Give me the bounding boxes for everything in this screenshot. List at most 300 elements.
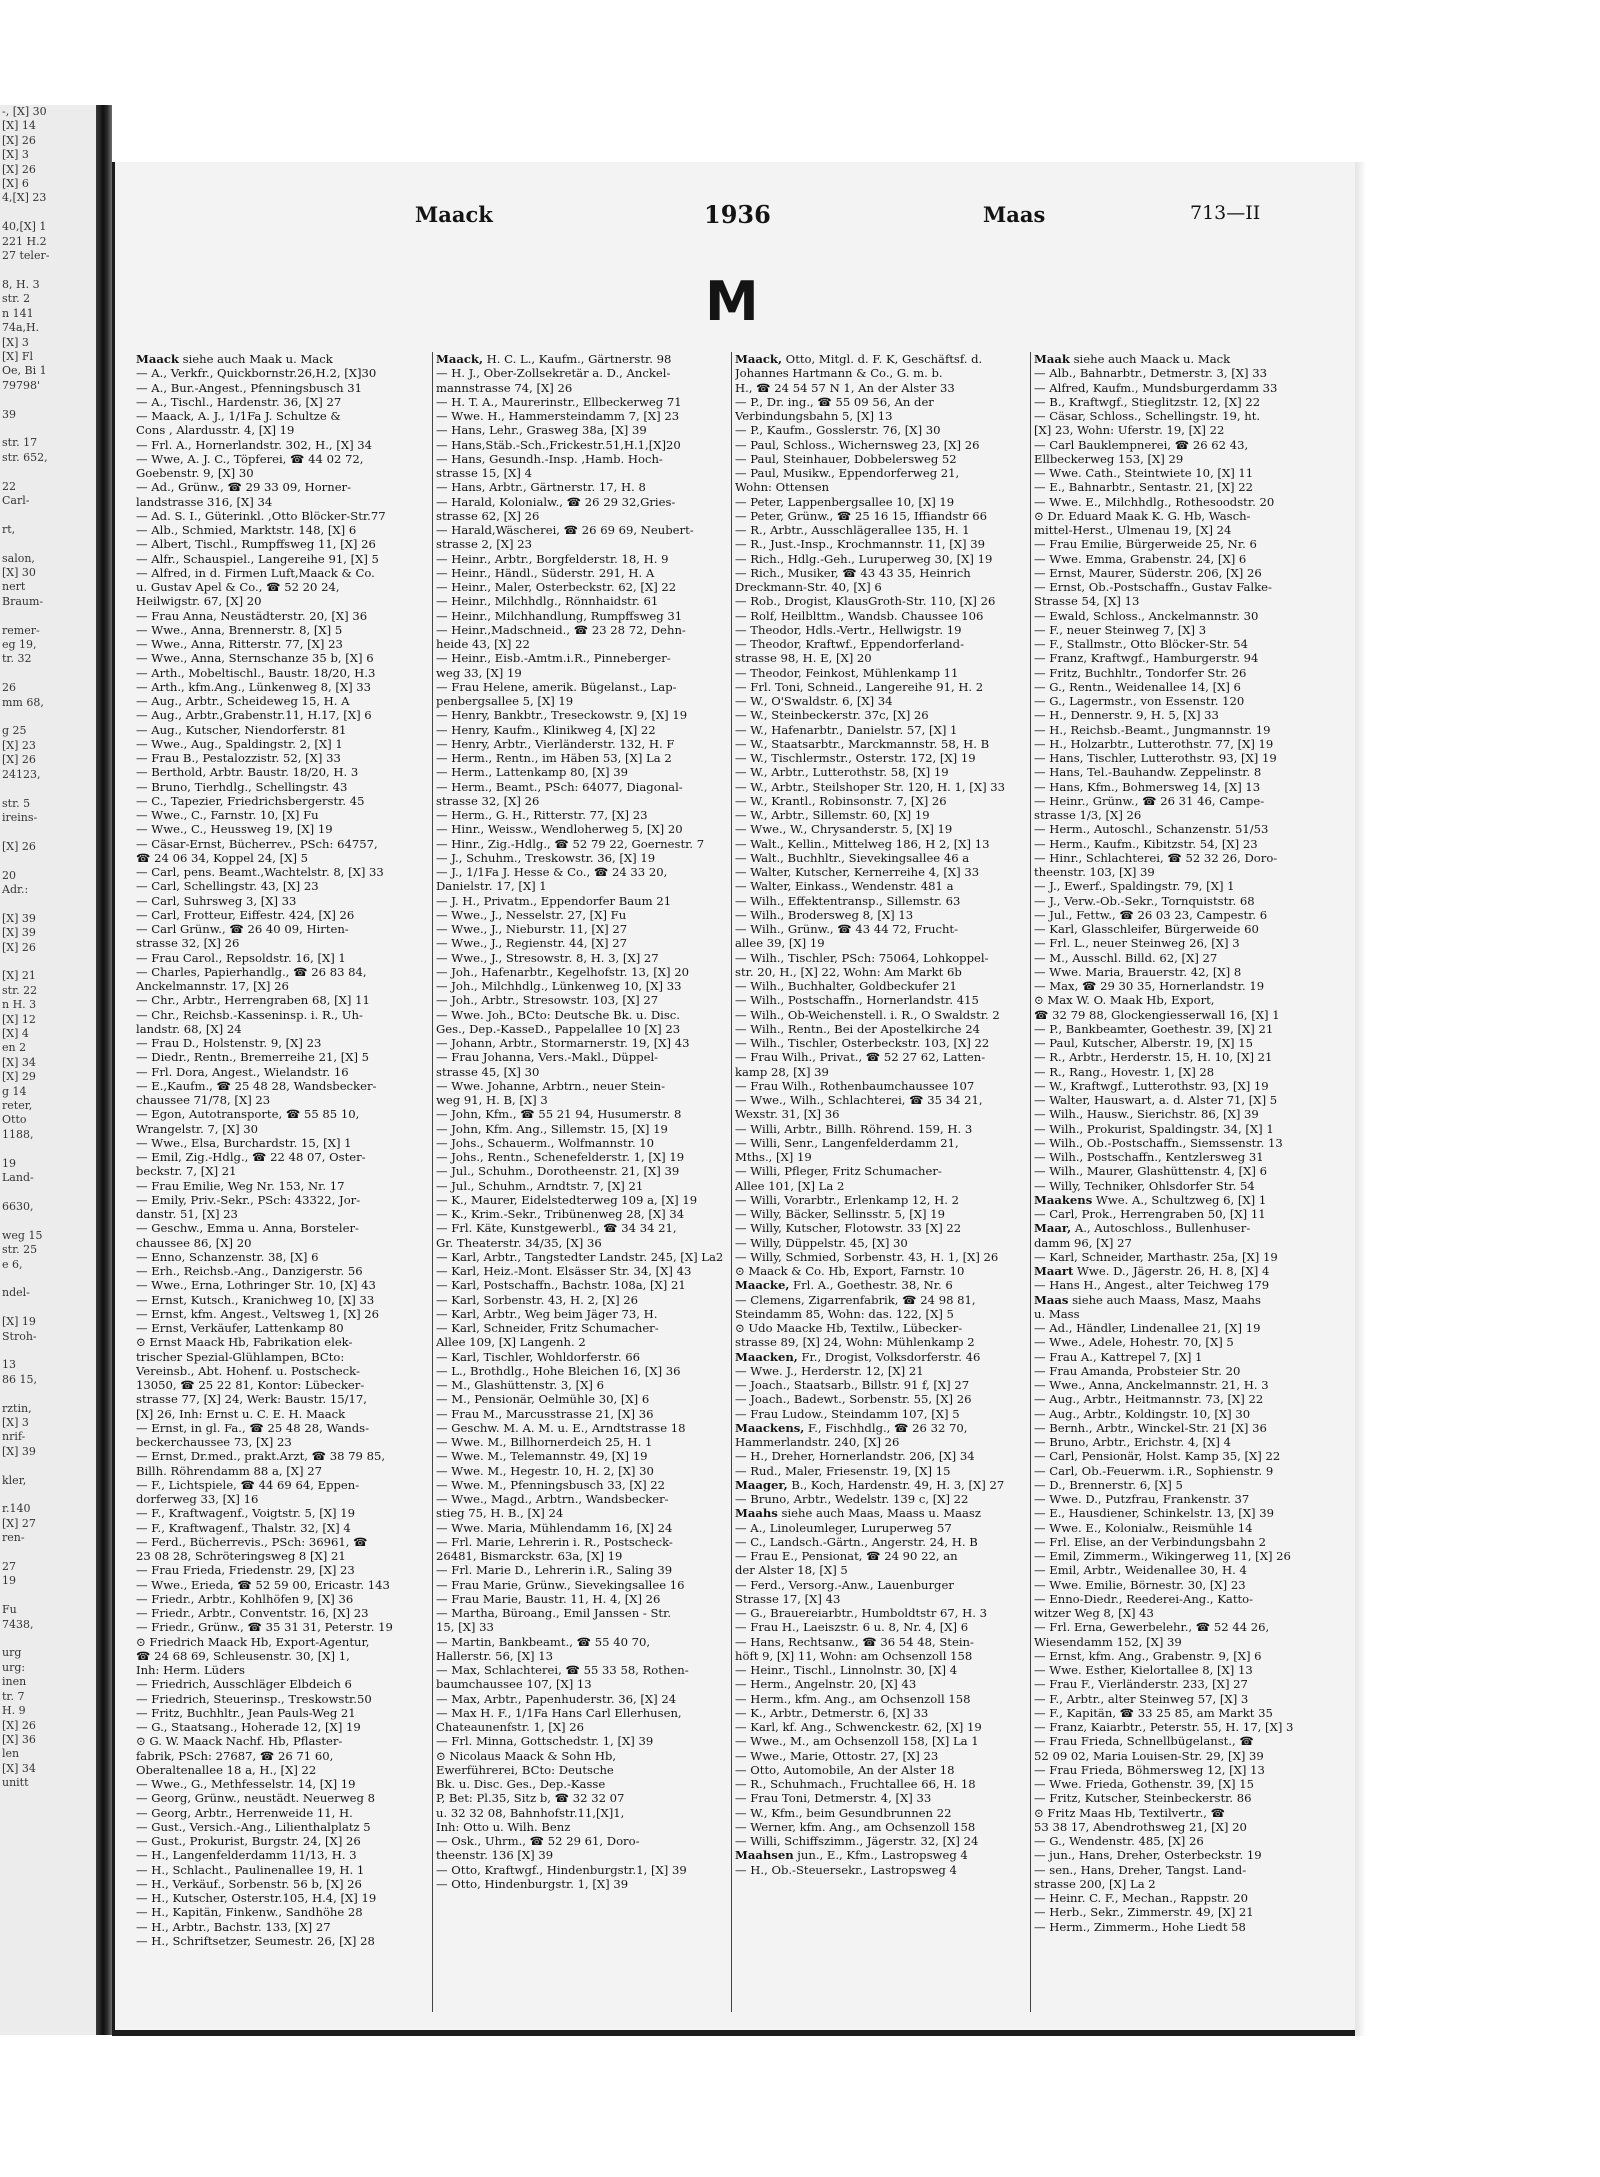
- directory-entry-line: — Wilh., Rentn., Bei der Apostelkirche 24: [735, 1021, 980, 1036]
- fragment-line: [0, 710, 96, 724]
- directory-entry-line: heide 43, [X] 22: [436, 637, 530, 651]
- fragment-line: [0, 1488, 96, 1502]
- directory-entry-line: — G., Lagermstr., von Essenstr. 120: [1034, 694, 1245, 708]
- fragment-line: 4,[X] 23: [2, 191, 47, 205]
- fragment-line: [X] 3: [2, 148, 29, 162]
- directory-entry-line: — A., Bur.-Angest., Pfenningsbusch 31: [136, 380, 363, 395]
- directory-entry-line: — Karl, Sorbenstr. 43, H. 2, [X] 26: [436, 1292, 639, 1307]
- directory-entry-line: — Frl. Käte, Kunstgewerbl., ☎ 34 34 21,: [436, 1221, 677, 1236]
- directory-entry-line: — Joach., Badewt., Sorbenstr. 55, [X] 26: [735, 1392, 972, 1407]
- directory-entry-line: — Friedrich, Steuerinsp., Treskowstr.50: [136, 1691, 372, 1706]
- directory-entry-line: theenstr. 136 [X] 39: [436, 1848, 554, 1863]
- directory-entry-line: — H. T. A., Maurerinstr., Ellbeckerweg 71: [436, 394, 682, 409]
- directory-entry-line: — Friedr., Arbtr., Conventstr. 16, [X] 23: [136, 1606, 369, 1620]
- directory-entry-line: — Hans, Gesundh.-Insp. ,Hamb. Hoch-: [436, 451, 663, 466]
- fragment-line: [0, 1272, 96, 1286]
- directory-entry-line: 53 38 17, Abendrothsweg 21, [X] 20: [1034, 1819, 1247, 1834]
- fragment-line: r.140: [2, 1502, 31, 1516]
- directory-entry-line: — Max, Arbtr., Papenhuderstr. 36, [X] 24: [436, 1691, 677, 1706]
- directory-entry-line: — Osk., Uhrm., ☎ 52 29 61, Doro-: [436, 1834, 640, 1848]
- directory-entry-line: — Friedr., Grünw., ☎ 35 31 31, Peterstr. 19: [136, 1620, 393, 1635]
- fragment-line: 40,[X] 1: [2, 220, 47, 234]
- directory-entry-line: — Heinr., Händl., Süderstr. 291, H. A: [436, 565, 655, 580]
- directory-entry-line: — Harald,Wäscherei, ☎ 26 69 69, Neubert-: [436, 523, 694, 537]
- directory-entry-line: — H., Dennerstr. 9, H. 5, [X] 33: [1034, 708, 1219, 723]
- directory-entry-line: — Ad., Grünw., ☎ 29 33 09, Horner-: [136, 480, 352, 495]
- fragment-line: kler,: [2, 1473, 27, 1487]
- fragment-line: [X] 4: [2, 1027, 29, 1040]
- directory-entry-line: — Ernst, Maurer, Süderstr. 206, [X] 26: [1034, 565, 1262, 580]
- directory-entry-line: — Carl Grünw., ☎ 26 40 09, Hirten-: [136, 922, 349, 936]
- directory-entry-line: — F., Arbtr., alter Steinweg 57, [X] 3: [1034, 1691, 1249, 1706]
- directory-entry-line: — H., Schriftsetzer, Seumestr. 26, [X] 28: [136, 1933, 375, 1948]
- fragment-line: mm 68,: [2, 695, 44, 709]
- directory-entry-line: — Arth., Mobeltischl., Baustr. 18/20, H.3: [136, 665, 376, 680]
- directory-entry-line: — Carl, Prok., Herrengraben 50, [X] 11: [1034, 1207, 1266, 1221]
- directory-entry-line: Anckelmannstr. 17, [X] 26: [136, 979, 289, 993]
- directory-entry-line: — John, Kfm., ☎ 55 21 94, Husumerstr. 8: [436, 1107, 682, 1122]
- fragment-line: [X] 23: [2, 738, 36, 752]
- directory-entry-line: ☎ 32 79 88, Glockengiesserwall 16, [X] 1: [1034, 1007, 1280, 1022]
- directory-entry-line: — Frau F., Vierländerstr. 233, [X] 27: [1034, 1677, 1248, 1692]
- directory-entry-line: — Wwe., G., Methfesselstr. 14, [X] 19: [136, 1777, 356, 1791]
- directory-entry-line: — Heinr., Maler, Osterbeckstr. 62, [X] 22: [436, 580, 677, 594]
- fragment-line: [X] 36: [2, 1732, 36, 1746]
- fragment-line: [X] 39: [2, 911, 36, 925]
- directory-entry-line: 23 08 28, Schröteringsweg 8 [X] 21: [136, 1549, 346, 1563]
- directory-entry-line: — Wwe., Elsa, Burchardstr. 15, [X] 1: [136, 1135, 352, 1150]
- fragment-line: [0, 955, 96, 969]
- fragment-line: [X] 26: [2, 1718, 36, 1732]
- fragment-line: [0, 897, 96, 911]
- directory-entry-line: — Johs., Schauerm., Wolfmannstr. 10: [436, 1135, 655, 1150]
- directory-entry-line: — Egon, Autotransporte, ☎ 55 85 10,: [136, 1107, 360, 1122]
- directory-entry-line: — Ernst, Dr.med., prakt.Arzt, ☎ 38 79 85,: [136, 1449, 386, 1464]
- directory-entry-line: — Wwe., Erna, Lothringer Str. 10, [X] 43: [136, 1278, 376, 1293]
- directory-entry-line: — Frau H., Laeiszstr. 6 u. 8, Nr. 4, [X] 6: [735, 1620, 969, 1635]
- directory-entry-line: der Alster 18, [X] 5: [735, 1563, 848, 1578]
- fragment-line: -, [X] 30: [2, 105, 47, 118]
- directory-entry-line: — H., Holzarbtr., Lutterothstr. 77, [X] 19: [1034, 736, 1274, 751]
- directory-entry-line: 13050, ☎ 25 22 81, Kontor: Lübecker-: [136, 1378, 365, 1392]
- directory-entry-line: theenstr. 103, [X] 39: [1034, 865, 1155, 879]
- fragment-line: n H. 3: [2, 998, 37, 1012]
- directory-entry-line: — Frau E., Pensionat, ☎ 24 90 22, an: [735, 1549, 958, 1563]
- surname-heading-line: Maack, Otto, Mitgl. d. F. K, Geschäftsf. d.: [735, 352, 983, 366]
- directory-entry-line: — R., Just.-Insp., Krochmannstr. 11, [X] 39: [735, 537, 985, 552]
- directory-entry-line: — Karl, Heiz.-Mont. Elsässer Str. 34, [X] 43: [436, 1264, 692, 1278]
- directory-entry-line: — Herm., G. H., Ritterstr. 77, [X] 23: [436, 808, 648, 822]
- fragment-line: 27 teler-: [2, 249, 50, 263]
- directory-entry-line: — Wwe., M., am Ochsenzoll 158, [X] La 1: [735, 1734, 979, 1749]
- fragment-line: e 6,: [2, 1257, 23, 1271]
- directory-entry-line: — Herm., Rentn., im Häben 53, [X] La 2: [436, 751, 672, 765]
- directory-entry-line: — Frau B., Pestalozzistr. 52, [X] 33: [136, 751, 341, 765]
- directory-entry-line: — Walter, Einkass., Wendenstr. 481 a: [735, 879, 954, 894]
- directory-entry-line: — Fritz, Kutscher, Steinbeckerstr. 86: [1034, 1791, 1252, 1806]
- directory-entry-line: — Geschw. M. A. M. u. E., Arndtstrasse 18: [436, 1420, 686, 1435]
- directory-entry-line: — Wwe., Erieda, ☎ 52 59 00, Ericastr. 143: [136, 1577, 390, 1592]
- fragment-line: 8, H. 3: [2, 277, 40, 291]
- fragment-line: [0, 422, 96, 436]
- fragment-line: 7438,: [2, 1617, 34, 1631]
- directory-entry-line: — Herm., Zimmerm., Hohe Liedt 58: [1034, 1919, 1246, 1934]
- directory-entry-line: — Heinr., Grünw., ☎ 26 31 46, Campe-: [1034, 793, 1265, 808]
- directory-entry-line: Goebenstr. 9, [X] 30: [136, 466, 254, 480]
- directory-entry-line: damm 96, [X] 27: [1034, 1235, 1132, 1250]
- directory-entry-line: — W., Hafenarbtr., Danielstr. 57, [X] 1: [735, 722, 958, 737]
- fragment-line: rt,: [2, 522, 16, 536]
- directory-entry-line: — Wwe. Maria, Mühlendamm 16, [X] 24: [436, 1520, 673, 1535]
- directory-entry-line: trischer Spezial-Glühlampen, BCto:: [136, 1349, 345, 1364]
- directory-entry-line: — Frau Wilh., Privat., ☎ 52 27 62, Latten-: [735, 1050, 986, 1065]
- fragment-line: H. 9: [2, 1704, 26, 1718]
- directory-entry-line: fabrik, PSch: 27687, ☎ 26 71 60,: [136, 1748, 334, 1763]
- header-year: 1936: [704, 200, 771, 229]
- fragment-line: str. 25: [2, 1243, 38, 1257]
- directory-entry-line: — Wwe. M., Hegestr. 10, H. 2, [X] 30: [436, 1463, 654, 1478]
- directory-entry-line: — Wwe. M., Billhornerdeich 25, H. 1: [436, 1435, 653, 1449]
- directory-entry-line: — Ernst, kfm. Ang., Grabenstr. 9, [X] 6: [1034, 1648, 1262, 1663]
- directory-entry-line: — Wwe., Anna, Sternschanze 35 b, [X] 6: [136, 651, 374, 666]
- directory-entry-line: baumchaussee 107, [X] 13: [436, 1677, 592, 1692]
- directory-entry-line: — Hans, Arbtr., Gärtnerstr. 17, H. 8: [436, 480, 646, 495]
- directory-entry-line: — Chr., Arbtr., Herrengraben 68, [X] 11: [136, 993, 370, 1008]
- directory-entry-line: — H., Kutscher, Osterstr.105, H.4, [X] 19: [136, 1891, 377, 1905]
- directory-entry-line: — Gust., Versich.-Ang., Lilienthalplatz 5: [136, 1819, 371, 1834]
- fragment-line: str. 2: [2, 292, 31, 306]
- fragment-line: [X] 34: [2, 1055, 36, 1069]
- fragment-line: Oe, Bi 1: [2, 364, 47, 378]
- directory-entry-line: — Frau A., Kattrepel 7, [X] 1: [1034, 1349, 1203, 1364]
- directory-entry-line: — Wwe., Anna, Anckelmannstr. 21, H. 3: [1034, 1378, 1269, 1392]
- directory-entry-line: — G., Staatsang., Hoherade 12, [X] 19: [136, 1720, 361, 1734]
- directory-entry-line: — K., Krim.-Sekr., Tribünenweg 28, [X] 34: [436, 1207, 685, 1221]
- fragment-line: [0, 1459, 96, 1473]
- directory-entry-line: — Frau Ludow., Steindamm 107, [X] 5: [735, 1406, 960, 1421]
- surname-heading-line: Maak siehe auch Maack u. Mack: [1034, 352, 1231, 366]
- fragment-line: [X] Fl: [2, 349, 34, 363]
- directory-entry-line: — M., Glashüttenstr. 3, [X] 6: [436, 1378, 604, 1392]
- directory-entry-line: penbergsallee 5, [X] 19: [436, 694, 574, 708]
- directory-entry-line: — W., Krantl., Robinsonstr. 7, [X] 26: [735, 793, 947, 808]
- fragment-line: 39: [2, 407, 16, 421]
- directory-entry-line: — Enno-Diedr., Reederei-Ang., Katto-: [1034, 1591, 1254, 1606]
- directory-entry-line: — Johs., Rentn., Schenefelderstr. 1, [X] 19: [436, 1150, 685, 1164]
- directory-entry-line: Hallerstr. 56, [X] 13: [436, 1648, 553, 1663]
- fragment-line: [X] 27: [2, 1516, 36, 1530]
- directory-entry-line: — Wilh., Postschaffn., Kentzlersweg 31: [1034, 1150, 1264, 1164]
- directory-entry-line: — G., Wendenstr. 485, [X] 26: [1034, 1834, 1204, 1848]
- directory-entry-line: ⊙ Dr. Eduard Maak K. G. Hb, Wasch-: [1034, 508, 1251, 523]
- surname-heading-line: Maackens, F., Fischhdlg., ☎ 26 32 70,: [735, 1420, 968, 1435]
- directory-entry-line: — H., Kapitän, Finkenw., Sandhöhe 28: [136, 1905, 363, 1920]
- directory-entry-line: — Aug., Arbtr.,Grabenstr.11, H.17, [X] 6: [136, 708, 372, 723]
- directory-entry-line: — Max H. F., 1/1Fa Hans Carl Ellerhusen,: [436, 1705, 682, 1720]
- directory-entry-line: landstrasse 316, [X] 34: [136, 494, 273, 509]
- directory-entry-line: — Frau Toni, Detmerstr. 4, [X] 33: [735, 1791, 932, 1806]
- directory-entry-line: — H., Ob.-Steuersekr., Lastropsweg 4: [735, 1862, 957, 1877]
- running-header: [115, 202, 1355, 236]
- fragment-line: Adr.:: [2, 882, 29, 896]
- directory-entry-line: witzer Weg 8, [X] 43: [1034, 1606, 1154, 1620]
- directory-entry-line: — Hans, Kfm., Bohmersweg 14, [X] 13: [1034, 779, 1261, 794]
- directory-entry-line: — Jul., Schuhm., Arndtstr. 7, [X] 21: [436, 1178, 644, 1193]
- header-first-entry: Maack: [415, 202, 493, 227]
- fragment-line: 13: [2, 1358, 16, 1372]
- fragment-line: urg: [2, 1646, 22, 1660]
- fragment-line: 19: [2, 1156, 16, 1170]
- surname-heading-line: Maacke, Frl. A., Goethestr. 38, Nr. 6: [735, 1278, 953, 1293]
- directory-entry-line: — W., Staatsarbtr., Marckmannstr. 58, H. B: [735, 736, 990, 751]
- directory-entry-line: — Wwe., C., Farnstr. 10, [X] Fu: [136, 808, 319, 822]
- directory-entry-line: — Walter, Kutscher, Kernerreihe 4, [X] 33: [735, 865, 980, 879]
- fragment-line: g 14: [2, 1084, 27, 1098]
- fragment-line: 26: [2, 681, 16, 695]
- directory-entry-line: — Maack, A. J., 1/1Fa J. Schultze &: [136, 409, 341, 423]
- directory-entry-line: — Wwe., J., Nieburstr. 11, [X] 27: [436, 922, 628, 936]
- directory-entry-line: — W., Kfm., beim Gesundbrunnen 22: [735, 1805, 952, 1820]
- directory-entry-line: Dreckmann-Str. 40, [X] 6: [735, 580, 882, 594]
- directory-entry-line: — Joh., Arbtr., Stresowstr. 103, [X] 27: [436, 993, 659, 1008]
- directory-entry-line: — Martha, Büroang., Emil Janssen - Str.: [436, 1606, 672, 1620]
- directory-entry-line: — Wwe. Frieda, Gothenstr. 39, [X] 15: [1034, 1777, 1255, 1791]
- directory-entry-line: Vereinsb., Abt. Hohenf. u. Postscheck-: [136, 1363, 360, 1378]
- fragment-line: nert: [2, 580, 26, 594]
- directory-entry-line: dorferweg 33, [X] 16: [136, 1492, 259, 1506]
- fragment-line: [X] 3: [2, 335, 29, 349]
- directory-entry-line: — Wwe., W., Chrysanderstr. 5, [X] 19: [735, 822, 953, 837]
- directory-entry-line: H., ☎ 24 54 57 N 1, An der Alster 33: [735, 380, 955, 395]
- directory-entry-line: — Frau D., Holstenstr. 9, [X] 23: [136, 1036, 322, 1050]
- directory-entry-line: — A., Verkfr., Quickbornstr.26,H.2, [X]30: [136, 366, 377, 381]
- directory-entry-line: — jun., Hans, Dreher, Osterbeckstr. 19: [1034, 1848, 1262, 1863]
- directory-entry-line: — E., Bahnarbtr., Sentastr. 21, [X] 22: [1034, 480, 1253, 495]
- fragment-line: tr. 7: [2, 1689, 25, 1703]
- directory-entry-line: — Willi, Schiffszimm., Jägerstr. 32, [X] 24: [735, 1834, 979, 1848]
- directory-entry-line: strasse 1/3, [X] 26: [1034, 808, 1142, 822]
- directory-entry-line: — G., Rentn., Weidenallee 14, [X] 6: [1034, 679, 1241, 694]
- surname-heading-line: Maager, B., Koch, Hardenstr. 49, H. 3, [X] 27: [735, 1477, 1005, 1492]
- directory-entry-line: — Frau Carol., Repsoldstr. 16, [X] 1: [136, 950, 346, 965]
- directory-entry-line: — Walt., Kellin., Mittelweg 186, H 2, [X] 13: [735, 836, 990, 851]
- directory-entry-line: — Alfred, in d. Firmen Luft,Maack & Co.: [136, 565, 375, 580]
- directory-entry-line: Bk. u. Disc. Ges., Dep.-Kasse: [436, 1777, 606, 1791]
- directory-entry-line: — Wilh., Buchhalter, Goldbeckufer 21: [735, 979, 957, 993]
- directory-entry-line: ⊙ Udo Maacke Hb, Textilw., Lübecker-: [735, 1321, 963, 1335]
- directory-entry-line: — Willy, Schmied, Sorbenstr. 43, H. 1, [X] 26: [735, 1249, 999, 1264]
- directory-entry-line: — Charles, Papierhandlg., ☎ 26 83 84,: [136, 964, 367, 979]
- directory-entry-line: strasse 62, [X] 26: [436, 508, 540, 523]
- directory-entry-line: — Emil, Zig.-Hdlg., ☎ 22 48 07, Oster-: [136, 1150, 366, 1164]
- directory-entry-line: landstr. 68, [X] 24: [136, 1021, 242, 1036]
- directory-entry-line: — Otto, Kraftwgf., Hindenburgstr.1, [X] 39: [436, 1862, 687, 1877]
- directory-entry-line: Ges., Dep.-KasseD., Pappelallee 10 [X] 23: [436, 1021, 681, 1036]
- surname-heading-line: Maakens Wwe. A., Schultzweg 6, [X] 1: [1034, 1192, 1267, 1207]
- directory-entry-line: — Henry, Bankbtr., Treseckowstr. 9, [X] 19: [436, 708, 688, 723]
- directory-entry-line: — H. J., Ober-Zollsekretär a. D., Anckel-: [436, 366, 671, 381]
- directory-entry-line: — Franz, Kraftwgf., Hamburgerstr. 94: [1034, 651, 1259, 666]
- directory-entry-line: — F., Lichtspiele, ☎ 44 69 64, Eppen-: [136, 1477, 360, 1492]
- directory-entry-line: strasse 2, [X] 23: [436, 537, 532, 552]
- fragment-line: 86 15,: [2, 1372, 37, 1386]
- fragment-line: Carl-: [2, 493, 30, 507]
- directory-entry-line: — Paul, Kutscher, Alberstr. 19, [X] 15: [1034, 1036, 1253, 1050]
- directory-entry-line: — Cäsar-Ernst, Bücherrev., PSch: 64757,: [136, 836, 378, 851]
- directory-entry-line: — Alb., Bahnarbtr., Detmerstr. 3, [X] 33: [1034, 366, 1268, 381]
- fragment-line: remer-: [2, 623, 40, 637]
- directory-entry-line: beckstr. 7, [X] 21: [136, 1164, 237, 1179]
- directory-entry-line: — Hans, Tel.-Bauhandw. Zeppelinstr. 8: [1034, 765, 1262, 780]
- directory-entry-line: — Willi, Senr., Langenfelderdamm 21,: [735, 1135, 959, 1150]
- directory-entry-line: Inh: Otto u. Wilh. Benz: [436, 1819, 571, 1834]
- directory-entry-line: — Emil, Zimmerm., Wikingerweg 11, [X] 26: [1034, 1549, 1291, 1563]
- directory-entry-line: strasse 32, [X] 26: [136, 936, 240, 951]
- fragment-line: str. 22: [2, 983, 38, 997]
- fragment-line: unitt: [2, 1776, 29, 1790]
- fragment-line: [0, 609, 96, 623]
- directory-entry-line: — Arth., kfm.Ang., Lünkenweg 8, [X] 33: [136, 679, 372, 694]
- directory-entry-line: ⊙ Max W. O. Maak Hb, Export,: [1034, 993, 1215, 1008]
- directory-entry-line: — Frl. Dora, Angest., Wielandstr. 16: [136, 1064, 349, 1079]
- fragment-line: [0, 263, 96, 277]
- directory-entry-line: — F., Kraftwagenf., Thalstr. 32, [X] 4: [136, 1520, 351, 1535]
- directory-entry-line: — Herm., Beamt., PSch: 64077, Diagonal-: [436, 779, 683, 794]
- directory-entry-line: — P., Dr. ing., ☎ 55 09 56, An der: [735, 394, 934, 409]
- directory-entry-line: — Frl. Toni, Schneid., Langereihe 91, H. 2: [735, 679, 984, 694]
- directory-entry-line: — Carl, Suhrsweg 3, [X] 33: [136, 893, 297, 908]
- fragment-line: [X] 26: [2, 839, 36, 853]
- fragment-line: weg 15: [2, 1228, 43, 1242]
- directory-entry-line: ⊙ Fritz Maas Hb, Textilvertr., ☎: [1034, 1805, 1226, 1820]
- directory-entry-line: — Carl, pens. Beamt.,Wachtelstr. 8, [X] 33: [136, 865, 384, 879]
- directory-entry-line: — Frl. A., Hornerlandstr. 302, H., [X] 34: [136, 437, 373, 452]
- directory-entry-line: stieg 75, H. B., [X] 24: [436, 1506, 564, 1521]
- directory-entry-line: — Carl, Frotteur, Eiffestr. 424, [X] 26: [136, 907, 355, 922]
- fragment-line: str. 17: [2, 436, 38, 450]
- directory-entry-line: 15, [X] 33: [436, 1620, 494, 1635]
- directory-entry-line: — Carl Bauklempnerei, ☎ 26 62 43,: [1034, 437, 1249, 452]
- directory-entry-line: — Heinr., Milchhandlung, Rumpffsweg 31: [436, 608, 683, 623]
- directory-entry-line: — E., Hausdiener, Schinkelstr. 13, [X] 39: [1034, 1506, 1274, 1521]
- fragment-line: Fu: [2, 1603, 17, 1617]
- directory-entry-line: — Rob., Drogist, KlausGroth-Str. 110, [X] 26: [735, 594, 996, 609]
- directory-entry-line: — Wilh., Maurer, Glashüttenstr. 4, [X] 6: [1034, 1164, 1267, 1179]
- fragment-line: [X] 26: [2, 133, 36, 147]
- directory-entry-line: — J., Ewerf., Spaldingstr. 79, [X] 1: [1034, 879, 1235, 894]
- directory-entry-line: — Joh., Milchhdlg., Lünkenweg 10, [X] 33: [436, 979, 682, 993]
- directory-entry-line: Wiesendamm 152, [X] 39: [1034, 1634, 1182, 1649]
- directory-entry-line: u. Mass: [1034, 1306, 1080, 1321]
- directory-entry-line: — D., Brennerstr. 6, [X] 5: [1034, 1477, 1183, 1492]
- directory-entry-line: — P., Bankbeamter, Goethestr. 39, [X] 21: [1034, 1021, 1274, 1036]
- fragment-line: tr. 32: [2, 652, 32, 666]
- directory-entry-line: — Ernst, in gl. Fa., ☎ 25 48 28, Wands-: [136, 1420, 370, 1435]
- directory-entry-line: strasse 89, [X] 24, Wohn: Mühlenkamp 2: [735, 1335, 975, 1350]
- directory-entry-line: — Theodor, Kraftwf., Eppendorferland-: [735, 637, 964, 651]
- directory-entry-line: — Frau Amanda, Probsteier Str. 20: [1034, 1363, 1241, 1378]
- directory-entry-line: — Wwe. Johanne, Arbtrn., neuer Stein-: [436, 1078, 666, 1093]
- directory-entry-line: — Joach., Staatsarb., Billstr. 91 f, [X] 27: [735, 1378, 970, 1392]
- fragment-line: 27: [2, 1560, 16, 1574]
- fragment-line: 19: [2, 1574, 16, 1588]
- directory-entry-line: — Hans H., Angest., alter Teichweg 179: [1034, 1278, 1270, 1293]
- directory-entry-line: — Erh., Reichsb.-Ang., Danzigerstr. 56: [136, 1264, 363, 1278]
- fragment-line: ndel-: [2, 1286, 30, 1300]
- directory-entry-line: str. 20, H., [X] 22, Wohn: Am Markt 6b: [735, 964, 962, 979]
- directory-entry-line: — Ad. S. I., Güterinkl. ,Otto Blöcker-Str.77: [136, 508, 386, 523]
- fragment-line: [0, 825, 96, 839]
- column-4: [1030, 352, 1329, 2012]
- fragment-line: str. 652,: [2, 450, 48, 464]
- directory-entry-line: — Aug., Kutscher, Niendorferstr. 81: [136, 722, 347, 737]
- directory-entry-line: — John, Kfm. Ang., Sillemstr. 15, [X] 19: [436, 1121, 668, 1136]
- directory-entry-line: — Chr., Reichsb.-Kasseninsp. i. R., Uh-: [136, 1007, 363, 1022]
- directory-entry-line: — Wwe. H., Hammersteindamm 7, [X] 23: [436, 409, 680, 423]
- header-last-entry: Maas: [983, 202, 1046, 227]
- fragment-line: 74a,H.: [2, 321, 40, 335]
- fragment-line: [X] 3: [2, 1415, 29, 1429]
- directory-entry-line: — Wwe., Magd., Arbtrn., Wandsbecker-: [436, 1492, 669, 1506]
- directory-entry-line: — Otto, Automobile, An der Alster 18: [735, 1762, 955, 1777]
- directory-entry-line: — Ernst, kfm. Angest., Veltsweg 1, [X] 26: [136, 1306, 380, 1321]
- directory-entry-line: — W., Tischlermstr., Osterstr. 172, [X] 19: [735, 751, 976, 765]
- directory-entry-line: — Georg, Arbtr., Herrenweide 11, H.: [136, 1805, 353, 1820]
- directory-entry-line: — Werner, kfm. Ang., am Ochsenzoll 158: [735, 1819, 976, 1834]
- directory-entry-line: u. 32 32 08, Bahnhofstr.11,[X]1,: [436, 1805, 625, 1820]
- directory-entry-line: — Georg, Grünw., neustädt. Neuerweg 8: [136, 1791, 375, 1806]
- directory-entry-line: — Herb., Sekr., Zimmerstr. 49, [X] 21: [1034, 1905, 1254, 1920]
- directory-entry-line: — Hans, Tischler, Lutterothstr. 93, [X] 19: [1034, 751, 1277, 765]
- directory-entry-line: — Alb., Schmied, Marktstr. 148, [X] 6: [136, 523, 357, 537]
- directory-entry-line: — Ernst, Verkäufer, Lattenkamp 80: [136, 1321, 344, 1335]
- directory-entry-line: — F., neuer Steinweg 7, [X] 3: [1034, 622, 1207, 637]
- directory-entry-line: — Cäsar, Schloss., Schellingstr. 19, ht.: [1034, 409, 1261, 423]
- directory-entry-line: — Karl, Arbtr., Weg beim Jäger 73, H.: [436, 1306, 658, 1321]
- directory-entry-line: — Enno, Schanzenstr. 38, [X] 6: [136, 1249, 319, 1264]
- directory-entry-line: — Clemens, Zigarrenfabrik, ☎ 24 98 81,: [735, 1292, 976, 1307]
- directory-entry-line: — Bruno, Arbtr., Erichstr. 4, [X] 4: [1034, 1435, 1231, 1449]
- directory-entry-line: — Karl, Tischler, Wohldorferstr. 66: [436, 1349, 640, 1364]
- directory-entry-line: — J. H., Privatm., Eppendorfer Baum 21: [436, 893, 672, 908]
- fragment-line: 24123,: [2, 767, 41, 781]
- directory-entry-line: ⊙ Ernst Maack Hb, Fabrikation elek-: [136, 1335, 353, 1350]
- directory-entry-line: 26481, Bismarckstr. 63a, [X] 19: [436, 1549, 623, 1563]
- directory-entry-line: — Jul., Fettw., ☎ 26 03 23, Campestr. 6: [1034, 907, 1268, 922]
- directory-entry-line: — Frau Emilie, Bürgerweide 25, Nr. 6: [1034, 537, 1257, 552]
- directory-entry-line: — Frl. Marie D., Lehrerin i.R., Saling 39: [436, 1563, 673, 1578]
- directory-entry-line: — Carl, Ob.-Feuerwm. i.R., Sophienstr. 9: [1034, 1463, 1274, 1478]
- directory-entry-line: Wexstr. 31, [X] 36: [735, 1107, 840, 1122]
- directory-entry-line: — Bruno, Tierhdlg., Schellingstr. 43: [136, 779, 348, 794]
- directory-entry-line: [X] 26, Inh: Ernst u. C. E. H. Maack: [136, 1406, 346, 1421]
- directory-entry-line: — Wwe. D., Putzfrau, Frankenstr. 37: [1034, 1492, 1250, 1506]
- directory-entry-line: — Heinr. C. F., Mechan., Rappstr. 20: [1034, 1891, 1249, 1905]
- fragment-line: 22: [2, 479, 16, 493]
- directory-entry-line: Johannes Hartmann & Co., G. m. b.: [735, 366, 943, 381]
- fragment-line: [0, 206, 96, 220]
- surname-heading-line: Maas siehe auch Maass, Masz, Maahs: [1034, 1292, 1261, 1307]
- directory-entry-line: — Frau Frieda, Friedenstr. 29, [X] 23: [136, 1563, 355, 1578]
- directory-entry-line: — Willy, Techniker, Ohlsdorfer Str. 54: [1034, 1178, 1255, 1193]
- directory-entry-line: — Herm., Kaufm., Kibitzstr. 54, [X] 23: [1034, 836, 1258, 851]
- directory-entry-line: ☎ 24 68 69, Schleusenstr. 30, [X] 1,: [136, 1648, 350, 1663]
- directory-entry-line: — A., Tischl., Hardenstr. 36, [X] 27: [136, 394, 342, 409]
- directory-entry-line: — Herm., Autoschl., Schanzenstr. 51/53: [1034, 822, 1269, 837]
- column-2: [432, 352, 731, 2012]
- directory-entry-line: danstr. 51, [X] 23: [136, 1207, 238, 1221]
- directory-entry-line: strasse 200, [X] La 2: [1034, 1876, 1156, 1891]
